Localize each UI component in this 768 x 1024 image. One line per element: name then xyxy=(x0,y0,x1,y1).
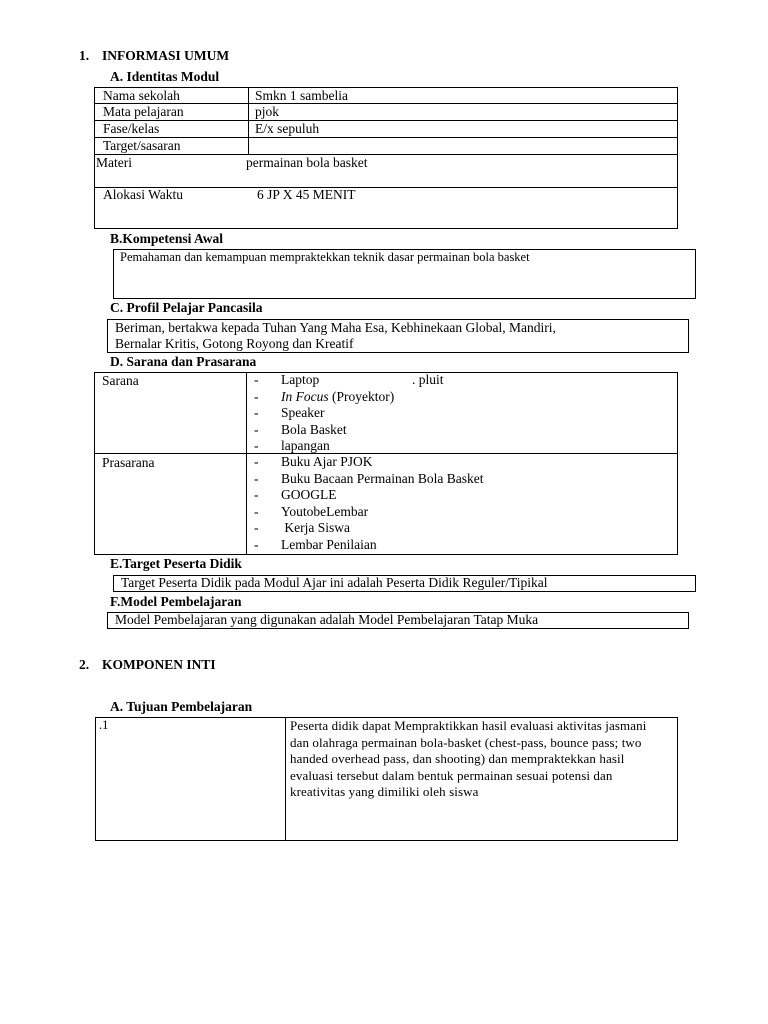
list-item: - Laptop . pluit xyxy=(254,372,444,387)
row-label: Target/sasaran xyxy=(103,138,181,153)
sarana-heading: D. Sarana dan Prasarana xyxy=(110,354,257,369)
list-item: - lapangan xyxy=(254,438,330,454)
section-number: 1. xyxy=(79,48,90,63)
prasarana-label: Prasarana xyxy=(102,455,155,470)
list-item: - Bola Basket xyxy=(254,421,347,437)
row-value: Smkn 1 sambelia xyxy=(255,88,348,103)
list-item: - GOOGLE xyxy=(254,487,337,503)
row-value: permainan bola basket xyxy=(246,155,368,170)
list-item: - Lembar Penilaian xyxy=(254,536,377,552)
tujuan-heading: A. Tujuan Pembelajaran xyxy=(110,699,253,714)
list-item: - In Focus (Proyektor) xyxy=(254,388,395,404)
list-item: - Buku Bacaan Permainan Bola Basket xyxy=(254,470,484,486)
prasarana-list xyxy=(254,454,654,554)
row-label: Nama sekolah xyxy=(103,88,180,103)
tujuan-number: .1 xyxy=(99,718,109,732)
row-value: 6 JP X 45 MENIT xyxy=(257,187,356,202)
model-heading: F.Model Pembelajaran xyxy=(110,594,242,609)
profil-heading: C. Profil Pelajar Pancasila xyxy=(110,300,263,315)
kompetensi-heading: B.Kompetensi Awal xyxy=(110,231,224,246)
tujuan-text: Peserta didik dapat Mempraktikkan hasil evaluasi aktivitas jasmani dan olahraga permainan bola-basket (chest-pass, bounce pass; two handed overhead pass, dan shooting) dan mempraktekkan hasil evaluasi tersebut dalam bentuk permainan sesuai potensi dan kreativitas yang dimiliki oleh siswa xyxy=(290,718,647,799)
row-label: Mata pelajaran xyxy=(103,104,184,119)
profil-line-1: Beriman, bertakwa kepada Tuhan Yang Maha Esa, Kebhinekaan Global, Mandiri, xyxy=(115,320,556,335)
section-title: INFORMASI UMUM xyxy=(102,48,230,63)
list-item: - Buku Ajar PJOK xyxy=(254,454,373,469)
target-heading: E.Target Peserta Didik xyxy=(110,556,242,571)
model-text: Model Pembelajaran yang digunakan adalah Model Pembelajaran Tatap Muka xyxy=(115,612,539,627)
sarana-label: Sarana xyxy=(102,373,139,388)
row-label: Fase/kelas xyxy=(103,121,160,136)
row-value: pjok xyxy=(255,104,280,119)
row-label: Materi xyxy=(96,155,132,170)
row-value: E/x sepuluh xyxy=(255,121,320,136)
list-item: - Speaker xyxy=(254,405,325,421)
list-item: - Kerja Siswa xyxy=(254,520,350,536)
list-item: - YoutobeLembar xyxy=(254,503,369,519)
identitas-heading: A. Identitas Modul xyxy=(110,69,220,84)
section-number: 2. xyxy=(79,657,90,672)
target-text: Target Peserta Didik pada Modul Ajar ini adalah Peserta Didik Reguler/Tipikal xyxy=(121,575,548,590)
section-title: KOMPONEN INTI xyxy=(102,657,216,672)
kompetensi-text: Pemahaman dan kemampuan mempraktekkan teknik dasar permainan bola basket xyxy=(120,250,530,264)
profil-line-2: Bernalar Kritis, Gotong Royong dan Kreatif xyxy=(115,336,354,351)
row-label: Alokasi Waktu xyxy=(103,187,184,202)
sarana-list xyxy=(254,372,654,455)
